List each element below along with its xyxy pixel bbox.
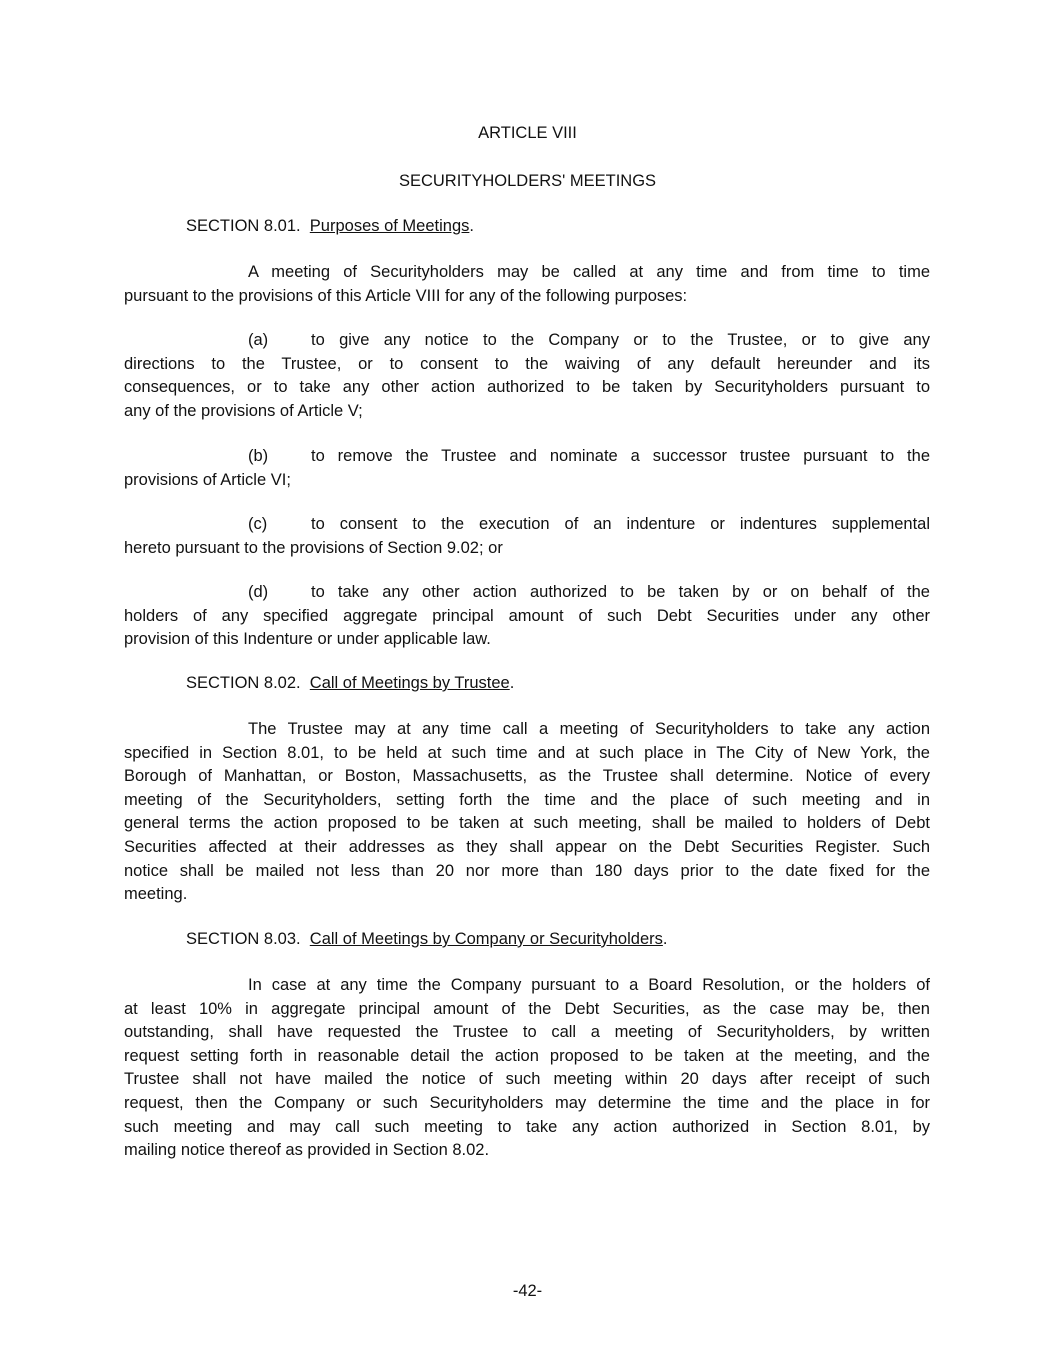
section-title: Call of Meetings by Company or Securityholders xyxy=(309,930,663,948)
text-line: specified in Section 8.01, to be held at such time and at such place in The City of New York, the xyxy=(124,743,930,762)
text-line xyxy=(124,329,930,353)
section-8-02-body xyxy=(124,718,930,907)
item-label: (d) xyxy=(248,583,269,601)
text-line: holders of any specified aggregate principal amount of such Debt Securities under any other xyxy=(124,606,930,625)
text-line: Trustee shall not have mailed the notice of such meeting within 20 days after receipt of such xyxy=(124,1070,930,1089)
section-number: SECTION 8.02. xyxy=(186,674,301,692)
item-label: (a) xyxy=(248,331,269,349)
item-a xyxy=(124,329,930,423)
text-line: In case at any time the Company pursuant to a Board Resolution, or the holders of xyxy=(248,976,930,994)
text-line: general terms the action proposed to be taken at such meeting, shall be mailed to holders of Debt xyxy=(124,814,930,833)
item-text: to give any notice to the Company or to the Trustee, or to give any xyxy=(311,331,930,349)
item-text: to consent to the execution of an indenture or indentures supplemental xyxy=(311,515,930,533)
text-line: meeting. xyxy=(124,885,188,904)
item-b xyxy=(124,445,930,492)
text-line xyxy=(124,513,930,537)
section-8-01-intro xyxy=(124,261,930,308)
text-line: The Trustee may at any time call a meeting of Securityholders to take any action xyxy=(248,720,930,738)
text-line: Securities affected at their addresses as they shall appear on the Debt Securities Register. Such xyxy=(124,837,930,856)
item-text: to remove the Trustee and nominate a successor trustee pursuant to the xyxy=(311,447,930,465)
section-heading-8-01: SECTION 8.01. Purposes of Meetings. xyxy=(186,217,474,235)
item-d xyxy=(124,581,930,652)
text-line: such meeting and may call such meeting to take any action authorized in Section 8.01, by xyxy=(124,1117,930,1136)
text-line: meeting of the Securityholders, setting forth the time and the place of such meeting and in xyxy=(124,790,930,809)
text-line: Borough of Manhattan, or Boston, Massachusetts, as the Trustee shall determine. Notice of every xyxy=(124,767,930,786)
text-line: notice shall be mailed not less than 20 nor more than 180 days prior to the date fixed for the xyxy=(124,861,930,880)
text-line: request, then the Company or such Securityholders may determine the time and the place in for xyxy=(124,1093,930,1112)
item-label: (c) xyxy=(248,515,268,533)
section-heading-8-02: SECTION 8.02. Call of Meetings by Trustee. xyxy=(186,674,515,692)
section-number: SECTION 8.01. xyxy=(186,217,301,235)
text-line: outstanding, shall have requested the Trustee to call a meeting of Securityholders, by written xyxy=(124,1023,930,1042)
section-8-03-body xyxy=(124,974,930,1163)
item-label: (b) xyxy=(248,447,269,465)
text-line: mailing notice thereof as provided in Section 8.02. xyxy=(124,1141,490,1160)
article-subtitle: SECURITYHOLDERS' MEETINGS xyxy=(398,172,657,190)
item-c xyxy=(124,513,930,560)
text-line: directions to the Trustee, or to consent to the waiving of any default hereunder and its xyxy=(124,354,930,373)
text-line: pursuant to the provisions of this Article VIII for any of the following purposes: xyxy=(124,286,688,305)
text-line: A meeting of Securityholders may be called at any time and from time to time xyxy=(248,263,930,281)
article-title: ARTICLE VIII xyxy=(478,124,577,142)
text-line xyxy=(124,581,930,605)
text-line: provisions of Article VI; xyxy=(124,470,291,489)
text-line: consequences, or to take any other action authorized to be taken by Securityholders pursuant to xyxy=(124,378,930,397)
text-line xyxy=(124,445,930,469)
text-line: request setting forth in reasonable detail the action proposed to be taken at the meeting, and the xyxy=(124,1046,930,1065)
section-heading-8-03: SECTION 8.03. Call of Meetings by Company or Securityholders. xyxy=(186,930,668,948)
text-line: provision of this Indenture or under applicable law. xyxy=(124,630,491,649)
section-number: SECTION 8.03. xyxy=(186,930,301,948)
text-line: at least 10% in aggregate principal amount of the Debt Securities, as the case may be, then xyxy=(124,999,930,1018)
page-number: -42- xyxy=(512,1282,543,1300)
section-title: Call of Meetings by Trustee xyxy=(309,674,510,692)
item-text: to take any other action authorized to be taken by or on behalf of the xyxy=(311,583,930,601)
section-title: Purposes of Meetings xyxy=(309,217,470,235)
text-line: any of the provisions of Article V; xyxy=(124,401,363,420)
text-line: hereto pursuant to the provisions of Section 9.02; or xyxy=(124,538,503,557)
